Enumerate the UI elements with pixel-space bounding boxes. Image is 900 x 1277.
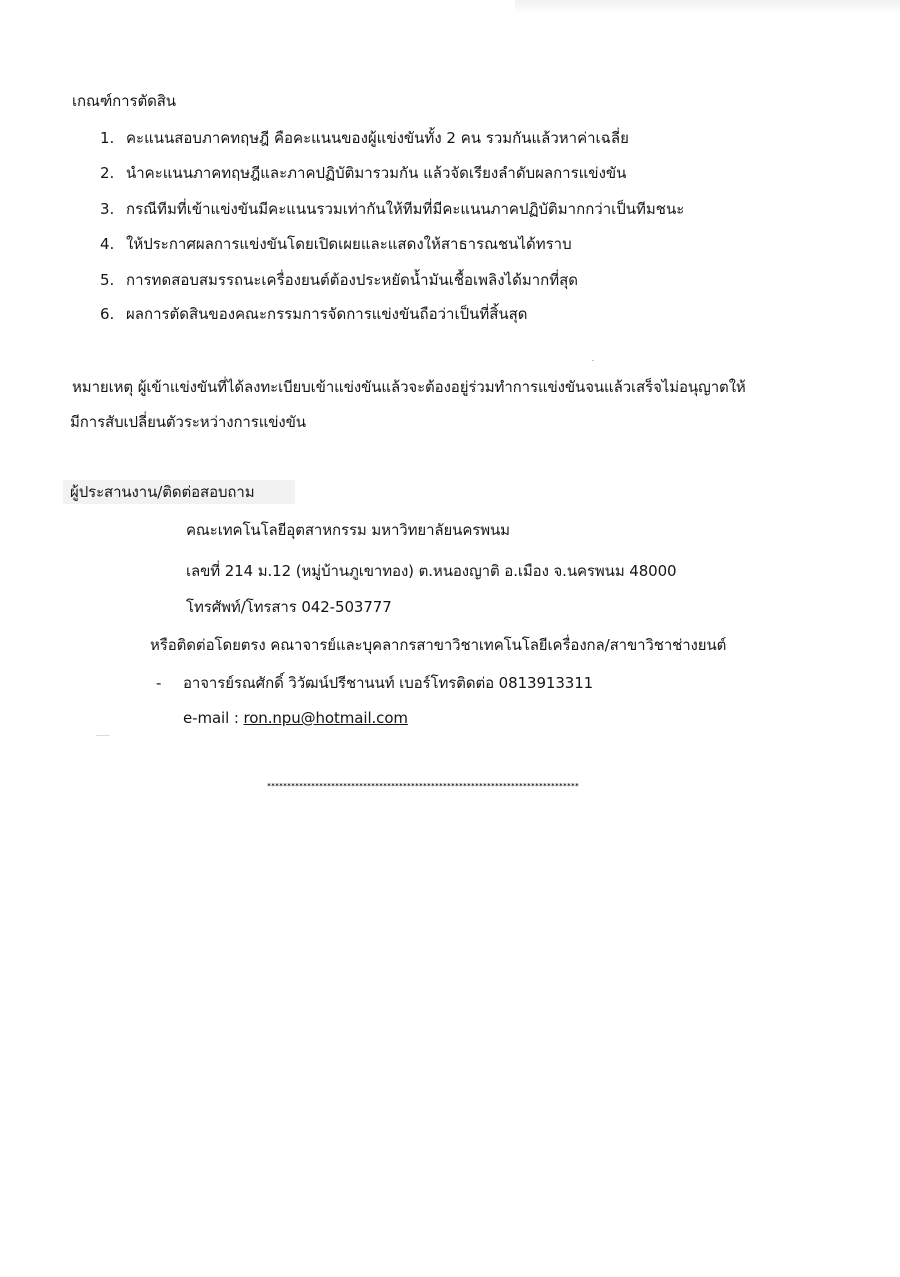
item-number: 3. [100, 200, 115, 218]
list-dash: - [156, 674, 162, 692]
contact-person: อาจารย์รณศักดิ์ วิวัฒน์ปรีชานนท์ เบอร์โทรติดต่อ 0813913311 [183, 674, 594, 692]
scan-speck [592, 360, 594, 361]
item-number: 1. [100, 129, 115, 147]
item-text: คะแนนสอบภาคทฤษฎี คือคะแนนของผู้แข่งขันทั้ง 2 คน รวมกันแล้วหาค่าเฉลี่ย [126, 129, 629, 147]
item-number: 2. [100, 164, 115, 182]
item-text: ให้ประกาศผลการแข่งขันโดยเปิดเผยและแสดงให้สาธารณชนได้ทราบ [126, 235, 572, 253]
divider-stars: ****************************************************************************** [267, 782, 579, 790]
criteria-item [100, 270, 578, 290]
criteria-item [100, 163, 626, 183]
criteria-item [100, 234, 572, 254]
item-number: 4. [100, 235, 115, 253]
email-link[interactable]: ron.npu@hotmail.com [243, 709, 408, 727]
address: เลขที่ 214 ม.12 (หมู่บ้านภูเขาทอง) ต.หนองญาติ อ.เมือง จ.นครพนม 48000 [186, 562, 677, 580]
criteria-item [100, 128, 629, 148]
note-line: หมายเหตุ ผู้เข้าแข่งขันที่ได้ลงทะเบียบเข้าแข่งขันแล้วจะต้องอยู่ร่วมทำการแข่งขันจนแล้วเสร็จไม่อนุญาตให้ [72, 378, 746, 396]
scan-speck [96, 735, 110, 736]
faculty-name: คณะเทคโนโลยีอุตสาหกรรม มหาวิทยาลัยนครพนม [186, 521, 510, 539]
item-text: การทดสอบสมรรถนะเครื่องยนต์ต้องประหยัดน้ำมันเชื้อเพลิงได้มากที่สุด [126, 271, 579, 289]
contact-label: ผู้ประสานงาน/ติดต่อสอบถาม [70, 483, 255, 501]
criteria-item [100, 199, 684, 219]
email-label: e-mail : [183, 709, 244, 727]
item-number: 5. [100, 271, 115, 289]
direct-contact: หรือติดต่อโดยตรง คณาจารย์และบุคลากรสาขาวิชาเทคโนโลยีเครื่องกล/สาขาวิชาช่างยนต์ [150, 636, 727, 654]
criteria-heading: เกณฑ์การตัดสิน [72, 92, 176, 110]
note-line: มีการสับเปลี่ยนตัวระหว่างการแข่งขัน [70, 413, 306, 431]
item-text: กรณีทีมที่เข้าแข่งขันมีคะแนนรวมเท่ากันให้ทีมที่มีคะแนนภาคปฏิบัติมากกว่าเป็นทีมชนะ [126, 200, 685, 218]
scan-shadow [515, 0, 900, 14]
item-text: ผลการตัดสินของคณะกรรมการจัดการแข่งขันถือว่าเป็นที่สิ้นสุด [126, 305, 528, 323]
item-number: 6. [100, 305, 115, 323]
phone-number: โทรศัพท์/โทรสาร 042-503777 [186, 598, 392, 616]
item-text: นำคะแนนภาคทฤษฎีและภาคปฏิบัติมารวมกัน แล้วจัดเรียงลำดับผลการแข่งขัน [126, 164, 627, 182]
criteria-item [100, 304, 528, 324]
email-line [183, 708, 408, 728]
